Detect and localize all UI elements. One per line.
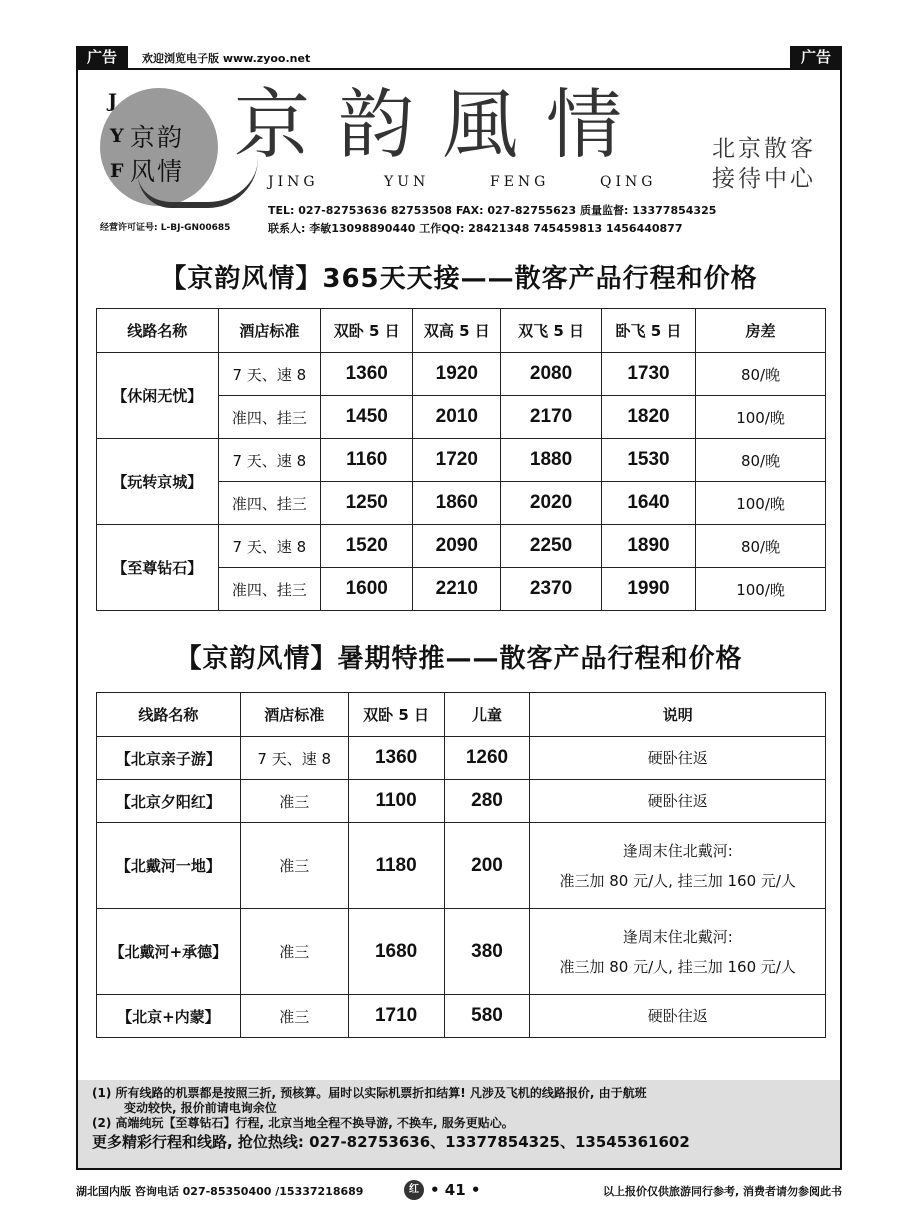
- route-name: 【北戴河一地】: [97, 823, 241, 909]
- note-1-cont: 变动较快, 报价前请电询余位: [124, 1101, 277, 1115]
- table-row: [97, 909, 826, 995]
- price-cell: 2170: [501, 396, 602, 439]
- price-cell: 1920: [413, 353, 501, 396]
- hotel-standard: 准四、挂三: [218, 482, 321, 525]
- hotel-standard: 7 天、速 8: [218, 439, 321, 482]
- price-table-365: [96, 308, 826, 611]
- note-line: 准三加 80 元/人, 挂三加 160 元/人: [559, 957, 796, 976]
- col-header: 房差: [696, 309, 826, 353]
- room-diff: 80/晚: [696, 439, 826, 482]
- price-cell: 1990: [601, 568, 695, 611]
- price-cell: 2250: [501, 525, 602, 568]
- hotel-standard: 7 天、速 8: [218, 525, 321, 568]
- logo-letter-y: Y: [110, 125, 124, 147]
- price-cell: 1250: [321, 482, 413, 525]
- route-name: 【北戴河+承德】: [97, 909, 241, 995]
- note-cell: [530, 737, 826, 780]
- hotel-standard: 准四、挂三: [218, 396, 321, 439]
- col-header: 双卧 5 日: [348, 693, 444, 737]
- top-bar: [76, 46, 842, 70]
- note-1: (1) 所有线路的机票都是按照三折, 预核算。届时以实际机票折扣结算! 凡涉及飞机的线路报价, 由于航班: [92, 1086, 647, 1100]
- price-cell: 1360: [321, 353, 413, 396]
- price-cell: 1820: [601, 396, 695, 439]
- col-header: 酒店标准: [218, 309, 321, 353]
- col-header: 线路名称: [97, 309, 219, 353]
- price-cell: 1450: [321, 396, 413, 439]
- slogan: [712, 134, 842, 194]
- route-name: 【北京亲子游】: [97, 737, 241, 780]
- price-cell: 1680: [348, 909, 444, 995]
- page-number: • 41 •: [430, 1181, 481, 1199]
- col-header: 卧飞 5 日: [601, 309, 695, 353]
- price-cell: 2370: [501, 568, 602, 611]
- price-cell: 2210: [413, 568, 501, 611]
- hotel-standard: 7 天、速 8: [240, 737, 348, 780]
- table-header-row: [97, 309, 826, 353]
- child-price-cell: 580: [444, 995, 530, 1038]
- brand-title: 京韵風情: [234, 80, 650, 169]
- page-footer: [76, 1180, 842, 1200]
- route-name: 【至尊钻石】: [97, 525, 219, 611]
- price-cell: 1730: [601, 353, 695, 396]
- room-diff: 100/晚: [696, 396, 826, 439]
- note-line: 硬卧往返: [647, 1007, 708, 1025]
- room-diff: 100/晚: [696, 482, 826, 525]
- price-cell: 1100: [348, 780, 444, 823]
- price-cell: 1720: [413, 439, 501, 482]
- route-name: 【玩转京城】: [97, 439, 219, 525]
- route-name: 【北京+内蒙】: [97, 995, 241, 1038]
- child-price-cell: 280: [444, 780, 530, 823]
- license-number: 经营许可证号: L-BJ-GN00685: [100, 223, 231, 233]
- page-number-group: [404, 1180, 481, 1200]
- note-line: 逢周末住北戴河:: [622, 841, 733, 860]
- table-header-row: [97, 693, 826, 737]
- note-cell: [530, 909, 826, 995]
- price-cell: 1860: [413, 482, 501, 525]
- hotel-standard: 7 天、速 8: [218, 353, 321, 396]
- note-line: 硬卧往返: [647, 749, 708, 767]
- welcome-text: 欢迎浏览电子版 www.zyoo.net: [142, 52, 311, 65]
- price-cell: 1710: [348, 995, 444, 1038]
- price-cell: 1180: [348, 823, 444, 909]
- room-diff: 80/晚: [696, 525, 826, 568]
- price-table-summer: [96, 692, 826, 1038]
- table-row: [97, 353, 826, 396]
- table-row: [97, 780, 826, 823]
- price-cell: 1880: [501, 439, 602, 482]
- note-line: 逢周末住北戴河:: [622, 927, 733, 946]
- note-2: (2) 高端纯玩【至尊钻石】行程, 北京当地全程不换导游, 不换车, 服务更贴心。: [92, 1116, 514, 1130]
- route-name: 【北京夕阳红】: [97, 780, 241, 823]
- table-row: [97, 737, 826, 780]
- col-header: 说明: [530, 693, 826, 737]
- hotline: 更多精彩行程和线路, 抢位热线: 027-82753636、13377854325、13545361602: [92, 1133, 690, 1151]
- header: [78, 70, 840, 240]
- table-row: [97, 439, 826, 482]
- note-line: 硬卧往返: [647, 792, 708, 810]
- section2-title: 【京韵风情】暑期特推——散客产品行程和价格: [175, 644, 743, 674]
- price-cell: 1360: [348, 737, 444, 780]
- ad-frame: [76, 68, 842, 1170]
- pinyin-yun: YUN: [384, 174, 430, 190]
- room-diff: 80/晚: [696, 353, 826, 396]
- ad-tag-right: 广告: [790, 46, 842, 68]
- hotel-standard: 准三: [240, 995, 348, 1038]
- hotel-standard: 准三: [240, 823, 348, 909]
- footer-notes: [78, 1080, 840, 1168]
- col-header: 线路名称: [97, 693, 241, 737]
- logo-letter-f: F: [110, 160, 124, 182]
- price-cell: 2020: [501, 482, 602, 525]
- price-cell: 1530: [601, 439, 695, 482]
- col-header: 双高 5 日: [413, 309, 501, 353]
- disclaimer: 以上报价仅供旅游同行参考, 消费者请勿参阅此书: [602, 1185, 842, 1198]
- price-cell: 1890: [601, 525, 695, 568]
- logo-text-bottom: 风情: [130, 157, 185, 186]
- child-price-cell: 380: [444, 909, 530, 995]
- ad-tag-left: 广告: [76, 46, 128, 68]
- hotel-standard: 准三: [240, 909, 348, 995]
- pinyin-qing: QING: [600, 174, 657, 190]
- price-cell: 2090: [413, 525, 501, 568]
- child-price-cell: 1260: [444, 737, 530, 780]
- pinyin-jing: JING: [268, 174, 319, 190]
- table-row: [97, 525, 826, 568]
- table-row: [97, 995, 826, 1038]
- hotel-standard: 准四、挂三: [218, 568, 321, 611]
- room-diff: 100/晚: [696, 568, 826, 611]
- col-header: 双卧 5 日: [321, 309, 413, 353]
- col-header: 儿童: [444, 693, 530, 737]
- price-cell: 2080: [501, 353, 602, 396]
- pinyin-feng: FENG: [490, 174, 550, 190]
- logo-letter-j: J: [108, 90, 117, 112]
- note-cell: [530, 780, 826, 823]
- note-cell: [530, 995, 826, 1038]
- hotel-standard: 准三: [240, 780, 348, 823]
- child-price-cell: 200: [444, 823, 530, 909]
- price-cell: 1600: [321, 568, 413, 611]
- price-cell: 2010: [413, 396, 501, 439]
- contact-line-2: 联系人: 李敏13098890440 工作QQ: 28421348 745459813 1456440877: [268, 222, 683, 235]
- contact-line-1: TEL: 027-82753636 82753508 FAX: 027-82755623 质量监督: 13377854325: [268, 204, 717, 217]
- logo-text-top: 京韵: [130, 123, 185, 152]
- price-cell: 1640: [601, 482, 695, 525]
- section1-title: 【京韵风情】365天天接——散客产品行程和价格: [160, 264, 758, 294]
- route-name: 【休闲无忧】: [97, 353, 219, 439]
- price-cell: 1520: [321, 525, 413, 568]
- table-row: [97, 823, 826, 909]
- price-cell: 1160: [321, 439, 413, 482]
- col-header: 双飞 5 日: [501, 309, 602, 353]
- note-line: 准三加 80 元/人, 挂三加 160 元/人: [559, 871, 796, 890]
- note-cell: [530, 823, 826, 909]
- seal-icon: 红: [404, 1180, 424, 1200]
- col-header: 酒店标准: [240, 693, 348, 737]
- edition-info: 湖北国内版 咨询电话 027-85350400 /15337218689: [76, 1185, 364, 1198]
- slogan-line-2: 接待中心: [712, 166, 816, 192]
- slogan-line-1: 北京散客: [712, 136, 816, 162]
